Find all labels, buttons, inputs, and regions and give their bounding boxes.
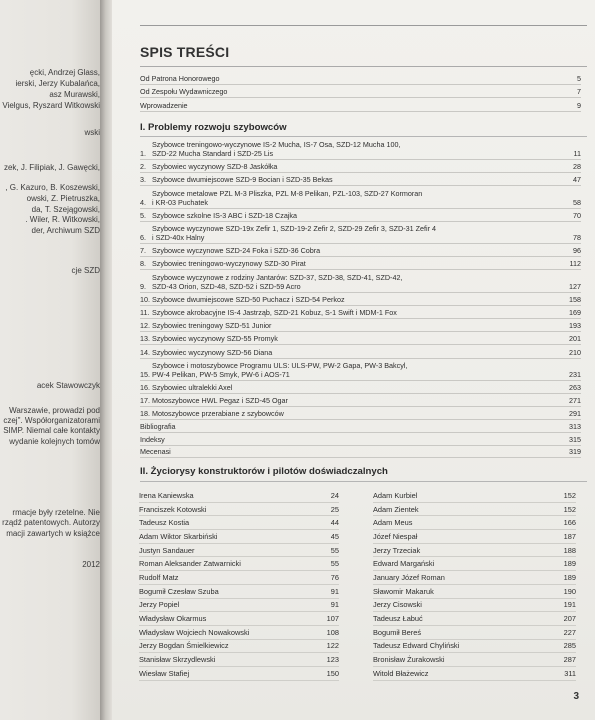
left-page bbox=[0, 0, 102, 720]
left-page-text-fragment: ęcki, Andrzej Glass, bbox=[29, 68, 100, 77]
toc-entry bbox=[140, 162, 581, 173]
biography-name: Wiesław Stafiej bbox=[139, 668, 190, 678]
biography-name: Bogumił Czesław Szuba bbox=[139, 586, 219, 596]
toc-entry-title: Szybowiec treningowy SZD-51 Junior bbox=[152, 321, 272, 331]
toc-entry-number: 13. bbox=[140, 334, 150, 344]
section-rule bbox=[140, 136, 587, 137]
toc-entry-title: Od Zespołu Wydawniczego bbox=[140, 87, 228, 96]
left-page-text-fragment: Warszawie, prowadzi pod bbox=[9, 406, 100, 415]
biography-page: 107 bbox=[326, 614, 339, 624]
biography-page: 55 bbox=[330, 545, 339, 555]
biography-page: 189 bbox=[563, 572, 576, 582]
toc-entry bbox=[140, 435, 581, 446]
biography-page: 191 bbox=[563, 600, 576, 610]
biography-entry bbox=[139, 503, 339, 517]
left-page-text-fragment: Vielgus, Ryszard Witkowski bbox=[2, 101, 100, 110]
toc-entry-page: 127 bbox=[569, 281, 581, 291]
biography-name: Edward Margański bbox=[373, 559, 435, 569]
left-page-text-fragment: SIMP. Niemal całe kontakty bbox=[3, 426, 100, 435]
biography-entry bbox=[139, 653, 339, 667]
toc-entry bbox=[140, 308, 581, 319]
biography-page: 287 bbox=[563, 655, 576, 665]
biography-name: Tadeusz Edward Chyliński bbox=[373, 641, 460, 651]
toc-entry bbox=[140, 409, 581, 420]
toc-entry-number: 5. bbox=[140, 210, 146, 220]
toc-entry bbox=[140, 211, 581, 222]
toc-entry bbox=[140, 175, 581, 186]
toc-entry-page: 47 bbox=[573, 175, 581, 185]
toc-entry-number: 12. bbox=[140, 321, 150, 331]
biography-entry bbox=[139, 516, 339, 530]
biography-name: Adam Meus bbox=[373, 518, 413, 528]
toc-entry-page: 313 bbox=[569, 422, 581, 431]
left-page-text-fragment: wydanie kolejnych tomów bbox=[9, 437, 100, 446]
toc-entry bbox=[140, 422, 581, 433]
biography-entry bbox=[373, 516, 576, 530]
toc-entry-number: 1. bbox=[140, 149, 146, 158]
toc-entry-number: 7. bbox=[140, 246, 146, 256]
toc-entry-title: Motoszybowce HWL Pegaz i SZD-45 Ogar bbox=[152, 396, 288, 406]
toc-entry-page: 70 bbox=[573, 210, 581, 220]
left-page-text-fragment: zek, J. Filipiak, J. Gawęcki, bbox=[3, 163, 100, 172]
toc-entry-title: Szybowiec wyczynowy SZD-56 Diana bbox=[152, 347, 273, 357]
toc-entry bbox=[140, 348, 581, 359]
toc-entry-number: 16. bbox=[140, 383, 150, 392]
biography-page: 25 bbox=[330, 504, 339, 514]
toc-entry bbox=[140, 447, 581, 458]
toc-entry-page: 271 bbox=[569, 396, 581, 406]
toc-entry-title: Szybowiec treningowo-wyczynowy SZD-30 Pirat bbox=[152, 259, 306, 269]
biography-page: 187 bbox=[563, 531, 576, 541]
biography-name: Jerzy Trzeciak bbox=[373, 545, 421, 555]
biography-entry bbox=[139, 585, 339, 599]
toc-entry bbox=[140, 396, 581, 407]
biography-name: Tadeusz Kostia bbox=[139, 518, 190, 528]
toc-entry bbox=[140, 140, 581, 160]
biography-page: 150 bbox=[326, 668, 339, 678]
page-title: SPIS TREŚCI bbox=[140, 44, 230, 60]
toc-entry bbox=[140, 189, 581, 209]
toc-entry-page: 231 bbox=[569, 369, 581, 379]
biography-name: Witold Błażewicz bbox=[373, 668, 429, 678]
toc-entry-title: Szybowiec wyczynowy SZD-55 Promyk bbox=[152, 334, 278, 344]
toc-entry-title: Szybowce wyczynowe z rodziny Jantarów: SZD-37, SZD-38, SZD-41, SZD-42, SZD-43 Orion, SZD-48, SZD-52 i SZD-59 Acro bbox=[152, 272, 403, 291]
biography-page: 24 bbox=[330, 490, 339, 500]
page-number: 3 bbox=[573, 691, 579, 702]
biographies-column-left bbox=[139, 489, 339, 681]
biography-entry bbox=[373, 489, 576, 503]
biography-page: 122 bbox=[326, 641, 339, 651]
toc-entry-page: 112 bbox=[569, 259, 581, 269]
toc-entry-number: 11. bbox=[140, 308, 150, 317]
toc-entry-page: 169 bbox=[569, 308, 581, 317]
toc-entry bbox=[140, 295, 581, 306]
toc-entry-page: 9 bbox=[577, 101, 581, 110]
biography-name: Adam Wiktor Skarbiński bbox=[139, 531, 218, 541]
biography-name: Roman Aleksander Zatwarnicki bbox=[139, 559, 241, 569]
biography-entry bbox=[373, 585, 576, 599]
left-page-text-fragment: asz Murawski, bbox=[49, 90, 100, 99]
left-page-text-fragment: macji zawartych w książce bbox=[6, 529, 100, 538]
toc-entry-page: 28 bbox=[573, 162, 581, 172]
toc-entry-number: 17. bbox=[140, 396, 150, 406]
left-page-text-fragment: 2012 bbox=[82, 560, 100, 569]
biography-entry bbox=[139, 489, 339, 503]
toc-entry-title: Szybowce i motoszybowce Programu ULS: ULS-PW, PW-2 Gapa, PW-3 Bakcyl, PW-4 Pelikan, PW-5 Smyk, PW-6 i AOS-71 bbox=[152, 360, 408, 379]
biography-page: 227 bbox=[563, 627, 576, 637]
biography-name: Adam Kurbiel bbox=[373, 490, 418, 500]
toc-entry-number: 18. bbox=[140, 409, 150, 419]
biography-name: Stanisław Skrzydlewski bbox=[139, 655, 216, 665]
toc-entry bbox=[140, 273, 581, 293]
toc-entry-page: 201 bbox=[569, 334, 581, 344]
biography-page: 190 bbox=[563, 586, 576, 596]
biography-entry bbox=[139, 571, 339, 585]
toc-entry bbox=[140, 334, 581, 345]
toc-entry-number: 2. bbox=[140, 162, 146, 172]
toc-entry-page: 193 bbox=[569, 321, 581, 331]
biography-name: Tadeusz Łabuć bbox=[373, 614, 423, 624]
left-page-text-fragment: ierski, Jerzy Kubalańca, bbox=[15, 79, 100, 88]
toc-entry-title: Szybowiec ultralekki Axel bbox=[152, 383, 233, 392]
toc-entry-title: Motoszybowce przerabiane z szybowców bbox=[152, 409, 284, 419]
biography-name: Jerzy Bogdan Śmielkiewicz bbox=[139, 641, 229, 651]
biography-page: 207 bbox=[563, 614, 576, 624]
biography-entry bbox=[373, 599, 576, 613]
biography-name: Jerzy Cisowski bbox=[373, 600, 422, 610]
biography-page: 311 bbox=[564, 668, 576, 678]
biography-entry bbox=[373, 626, 576, 640]
toc-entry bbox=[140, 74, 581, 85]
biography-page: 91 bbox=[330, 600, 339, 610]
toc-entry bbox=[140, 321, 581, 332]
section-rule bbox=[140, 481, 587, 482]
biography-entry bbox=[139, 544, 339, 558]
toc-entry-number: 10. bbox=[140, 294, 150, 304]
biography-entry bbox=[139, 667, 339, 681]
biography-name: Sławomir Makaruk bbox=[373, 586, 434, 596]
left-page-text-fragment: owski, Z. Pietruszka, bbox=[26, 194, 100, 203]
toc-entry-page: 58 bbox=[573, 197, 581, 207]
biography-entry bbox=[139, 612, 339, 626]
biography-name: Władysław Okarmus bbox=[139, 614, 207, 624]
toc-entry-page: 78 bbox=[573, 233, 581, 242]
biography-page: 76 bbox=[330, 572, 339, 582]
biography-page: 108 bbox=[326, 627, 339, 637]
toc-entry-number: 3. bbox=[140, 175, 146, 185]
section-title: II. Życiorysy konstruktorów i pilotów doświadczalnych bbox=[140, 466, 388, 477]
biography-name: Józef Niespał bbox=[373, 531, 418, 541]
biography-name: Justyn Sandauer bbox=[139, 545, 195, 555]
biography-entry bbox=[373, 557, 576, 571]
biography-page: 44 bbox=[330, 518, 339, 528]
toc-entry bbox=[140, 101, 581, 112]
toc-entry-title: Mecenasi bbox=[140, 447, 171, 456]
biography-entry bbox=[373, 503, 576, 517]
toc-entry-title: Szybowce szkolne IS-3 ABC i SZD-18 Czajka bbox=[152, 210, 298, 220]
biography-name: Jerzy Popiel bbox=[139, 600, 180, 610]
biography-entry bbox=[139, 626, 339, 640]
toc-entry-title: Szybowce wyczynowe SZD-24 Foka i SZD-36 Cobra bbox=[152, 246, 321, 256]
toc-entry-title: Szybowce akrobacyjne IS-4 Jastrząb, SZD-21 Kobuz, S-1 Swift i MDM-1 Fox bbox=[152, 308, 397, 317]
toc-entry-page: 291 bbox=[569, 409, 581, 419]
biography-page: 188 bbox=[563, 545, 576, 555]
biography-entry bbox=[373, 653, 576, 667]
biography-name: Franciszek Kotowski bbox=[139, 504, 207, 514]
toc-entry-page: 5 bbox=[577, 74, 581, 83]
toc-entry-page: 315 bbox=[569, 434, 581, 444]
toc-entry-page: 210 bbox=[569, 347, 581, 357]
toc-entry-title: Szybowce treningowo-wyczynowe IS-2 Mucha, IS-7 Osa, SZD-12 Mucha 100, SZD-22 Mucha Standard i SZD-25 Lis bbox=[152, 140, 401, 158]
biography-name: Rudolf Matz bbox=[139, 572, 179, 582]
biography-page: 189 bbox=[563, 559, 576, 569]
toc-entry-title: Bibliografia bbox=[140, 422, 176, 431]
biography-name: Irena Kaniewska bbox=[139, 490, 194, 500]
biography-page: 152 bbox=[563, 504, 576, 514]
toc-entry-title: Szybowiec wyczynowy SZD-8 Jaskółka bbox=[152, 162, 278, 172]
toc-entry-title: Szybowce dwumiejscowe SZD-9 Bocian i SZD-35 Bekas bbox=[152, 175, 333, 185]
biography-entry bbox=[139, 557, 339, 571]
toc-entry bbox=[140, 87, 581, 98]
biography-entry bbox=[139, 530, 339, 544]
biography-entry bbox=[139, 640, 339, 654]
biography-entry bbox=[373, 612, 576, 626]
biography-entry bbox=[373, 667, 576, 681]
toc-entry-title: Indeksy bbox=[140, 434, 165, 444]
left-page-text-fragment: wski bbox=[84, 128, 100, 137]
toc-entry bbox=[140, 224, 581, 244]
toc-entry-page: 158 bbox=[569, 294, 581, 304]
toc-entry-page: 96 bbox=[573, 246, 581, 256]
toc-entry-number: 8. bbox=[140, 259, 146, 269]
biography-page: 152 bbox=[563, 490, 576, 500]
biography-name: Bronisław Żurakowski bbox=[373, 655, 445, 665]
toc-entry-page: 263 bbox=[569, 383, 581, 392]
biography-page: 45 bbox=[330, 531, 339, 541]
biography-entry bbox=[373, 530, 576, 544]
biography-entry bbox=[373, 571, 576, 585]
biography-name: Bogumił Bereś bbox=[373, 627, 422, 637]
biography-page: 91 bbox=[330, 586, 339, 596]
toc-entry-title: Szybowce wyczynowe SZD-19x Zefir 1, SZD-19-2 Zefir 2, SZD-29 Zefir 3, SZD-31 Zefir 4 i SZD-40x Halny bbox=[152, 224, 436, 242]
biography-name: Władysław Wojciech Nowakowski bbox=[139, 627, 250, 637]
left-page-text-fragment: rmacje były rzetelne. Nie bbox=[12, 508, 100, 517]
biography-page: 285 bbox=[563, 641, 576, 651]
toc-entry-title: Szybowce metalowe PZL M-3 Pliszka, PZL M-8 Pelikan, PZL-103, SZD-27 Kormoran i KR-03 Puchatek bbox=[152, 188, 423, 207]
biographies-column-right bbox=[373, 489, 576, 681]
left-page-text-fragment: czej". Współorganizatorami bbox=[3, 416, 100, 425]
left-page-text-fragment: cje SZD bbox=[71, 266, 100, 275]
top-rule bbox=[140, 25, 587, 26]
biography-name: Adam Zientek bbox=[373, 504, 419, 514]
toc-entry-title: Szybowce dwumiejscowe SZD-50 Puchacz i SZD-54 Perkoz bbox=[152, 294, 345, 304]
biography-page: 123 bbox=[326, 655, 339, 665]
biography-entry bbox=[373, 640, 576, 654]
section-title: I. Problemy rozwoju szybowców bbox=[140, 122, 287, 133]
toc-entry-number: 14. bbox=[140, 347, 150, 357]
left-page-text-fragment: der, Archiwum SZD bbox=[31, 226, 100, 235]
toc-entry bbox=[140, 383, 581, 394]
toc-entry-number: 6. bbox=[140, 233, 146, 242]
left-page-text-fragment: rządź patentowych. Autorzy bbox=[2, 518, 100, 527]
biography-page: 55 bbox=[330, 559, 339, 569]
toc-entry-title: Od Patrona Honorowego bbox=[140, 74, 220, 83]
left-page-text-fragment: acek Stawowczyk bbox=[36, 381, 100, 390]
toc-entry-number: 9. bbox=[140, 281, 146, 291]
toc-entry bbox=[140, 361, 581, 381]
toc-entry-number: 15. bbox=[140, 369, 150, 379]
toc-entry bbox=[140, 246, 581, 257]
toc-entry-number: 4. bbox=[140, 197, 146, 207]
left-page-text-fragment: da, T. Szejągowski, bbox=[31, 205, 100, 214]
toc-entry-page: 319 bbox=[569, 447, 581, 456]
biography-entry bbox=[373, 544, 576, 558]
biography-entry bbox=[139, 599, 339, 613]
toc-entry-title: Wprowadzenie bbox=[140, 101, 188, 110]
toc-entry-page: 7 bbox=[577, 87, 581, 96]
toc-entry bbox=[140, 259, 581, 270]
toc-entry-page: 11 bbox=[573, 149, 581, 158]
left-page-text-fragment: . Wiler, R. Witkowski, bbox=[25, 215, 100, 224]
biography-page: 166 bbox=[563, 518, 576, 528]
title-rule bbox=[140, 66, 587, 67]
biography-name: January Józef Roman bbox=[373, 572, 445, 582]
left-page-text-fragment: , G. Kazuro, B. Koszewski, bbox=[5, 183, 100, 192]
